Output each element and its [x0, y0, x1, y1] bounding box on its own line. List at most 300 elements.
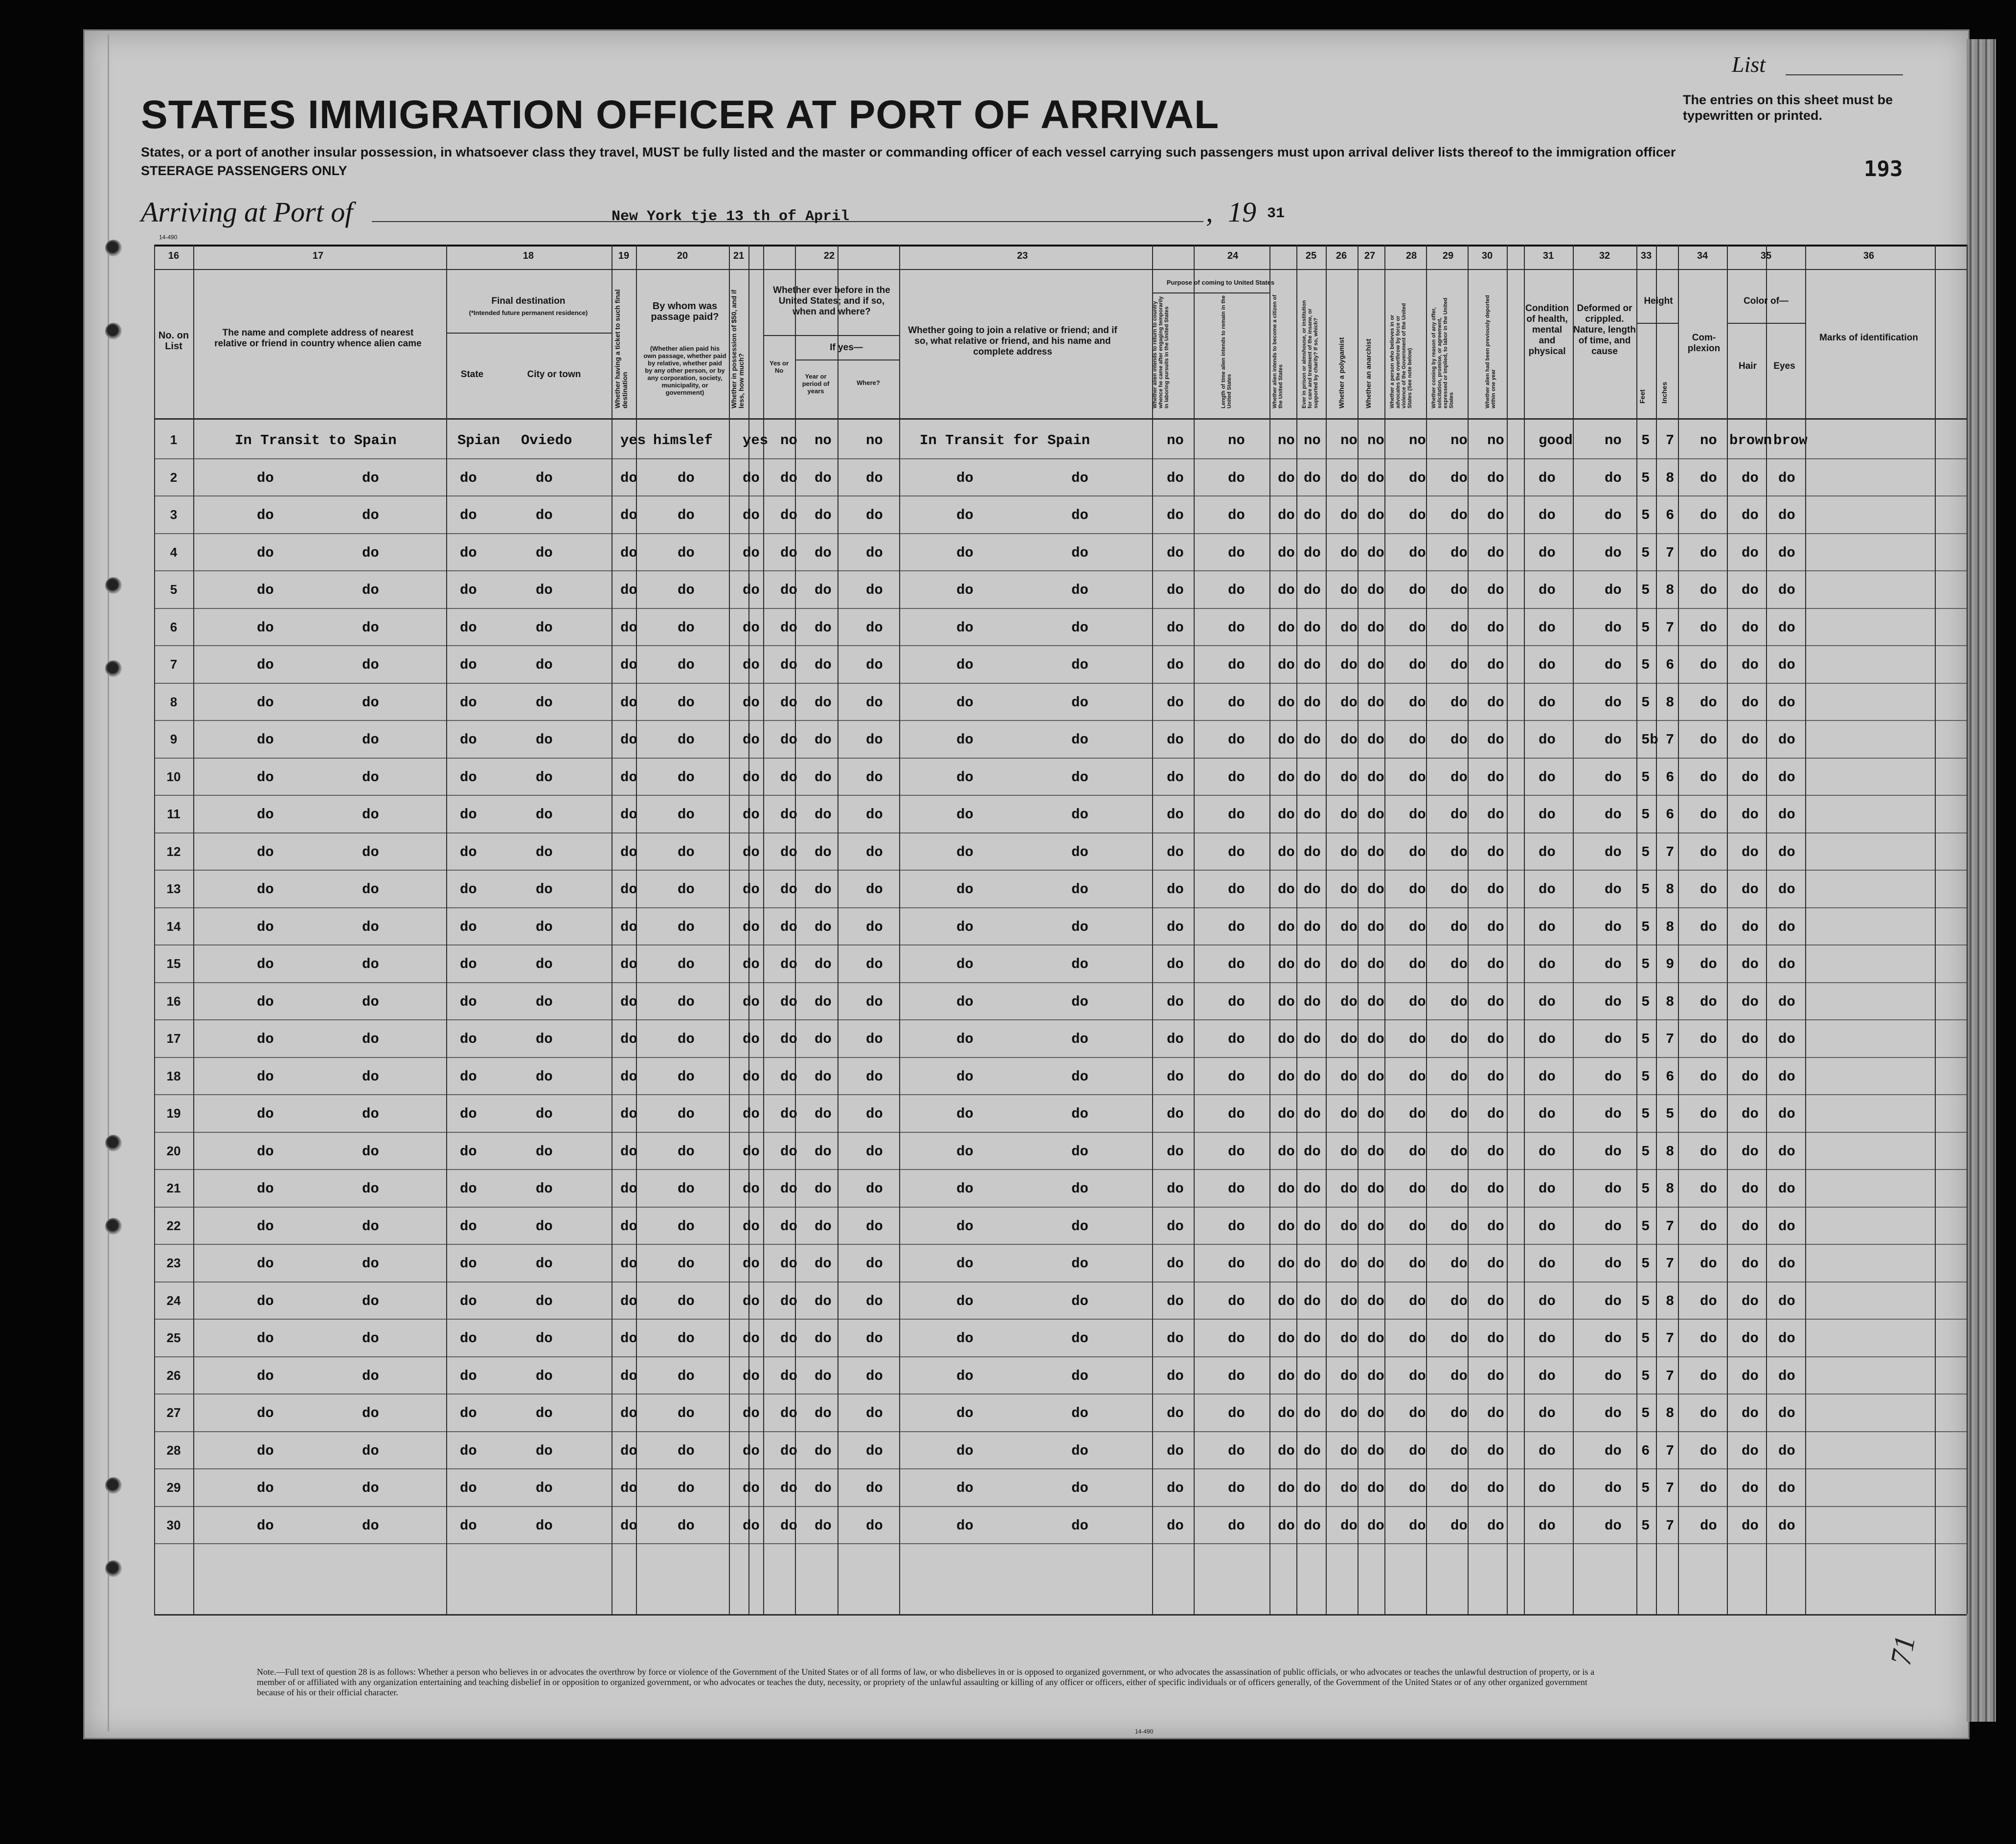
- ditto-cell: do: [1228, 582, 1245, 598]
- ditto-cell: do: [1167, 1031, 1184, 1047]
- column-number: 31: [1542, 250, 1554, 261]
- ditto-cell: do: [362, 1031, 379, 1047]
- ditto-cell: do: [1367, 620, 1384, 636]
- row-number: 19: [166, 1106, 181, 1121]
- ditto-cell: do: [1742, 1144, 1759, 1160]
- column-rule: [1636, 245, 1637, 1614]
- column-number: 33: [1640, 250, 1652, 261]
- header-citizen-intent: Whether alien intends to become a citizen of the United States: [1272, 294, 1284, 408]
- ditto-cell: do: [1605, 732, 1622, 748]
- ditto-cell: do: [1539, 582, 1556, 598]
- ditto-cell: do: [1450, 1480, 1468, 1496]
- ditto-cell: do: [1409, 844, 1426, 860]
- sub-rule-height: [1636, 323, 1678, 324]
- ditto-cell: do: [1340, 1368, 1358, 1384]
- ditto-cell: do: [1450, 1330, 1468, 1347]
- ditto-cell: do: [536, 545, 553, 561]
- ditto-cell: do: [1409, 994, 1426, 1010]
- ditto-cell: do: [1539, 1330, 1556, 1347]
- ditto-cell: do: [743, 1405, 760, 1421]
- row-rule: [154, 870, 1967, 871]
- ditto-cell: do: [1539, 1368, 1556, 1384]
- ditto-cell: do: [1700, 732, 1717, 748]
- ditto-cell: do: [1071, 1293, 1088, 1309]
- ditto-cell: do: [1167, 1518, 1184, 1534]
- ditto-cell: do: [1367, 1368, 1384, 1384]
- column-rule: [1507, 245, 1508, 1614]
- ditto-cell: do: [1278, 1443, 1295, 1459]
- row-rule: [154, 458, 1967, 459]
- ditto-cell: do: [1367, 1181, 1384, 1197]
- height-feet-cell: 5: [1641, 545, 1650, 561]
- ditto-cell: do: [1605, 582, 1622, 598]
- column-number: 29: [1442, 250, 1454, 261]
- ditto-cell: do: [1742, 1480, 1759, 1496]
- column-number: 21: [733, 250, 745, 261]
- row-number: 21: [166, 1181, 181, 1195]
- ditto-cell: do: [815, 1480, 832, 1496]
- row-number: 26: [166, 1368, 181, 1383]
- ditto-cell: do: [815, 769, 832, 786]
- where-cell: no: [866, 432, 883, 449]
- row-number: 16: [166, 994, 181, 1009]
- list-label: List: [1732, 52, 1766, 77]
- ditto-cell: do: [1450, 732, 1468, 748]
- ditto-cell: do: [1167, 1106, 1184, 1122]
- ditto-cell: do: [1409, 732, 1426, 748]
- ditto-cell: do: [1409, 582, 1426, 598]
- ditto-cell: do: [1487, 1218, 1504, 1235]
- ditto-cell: do: [1228, 1293, 1245, 1309]
- ditto-cell: do: [1700, 1256, 1717, 1272]
- ditto-cell: do: [1304, 994, 1321, 1010]
- ditto-cell: do: [1304, 1480, 1321, 1496]
- ditto-cell: do: [1450, 657, 1468, 673]
- ditto-cell: do: [1367, 1518, 1384, 1534]
- ditto-cell: do: [743, 994, 760, 1010]
- ditto-cell: do: [1228, 1144, 1245, 1160]
- row-rule: [154, 1319, 1967, 1320]
- column-rule: [446, 245, 447, 1614]
- row-rule: [154, 645, 1967, 646]
- column-number: 20: [677, 250, 688, 261]
- ditto-cell: do: [780, 1106, 797, 1122]
- ditto-cell: do: [1167, 732, 1184, 748]
- row-number: 24: [166, 1293, 181, 1308]
- ditto-cell: do: [1167, 470, 1184, 486]
- ditto-cell: do: [1304, 657, 1321, 673]
- ditto-cell: do: [460, 657, 477, 673]
- ditto-cell: do: [956, 1480, 974, 1496]
- ditto-cell: do: [362, 1069, 379, 1085]
- ditto-cell: do: [1071, 1031, 1088, 1047]
- ditto-cell: do: [620, 1368, 637, 1384]
- sheet-number: 193: [1864, 157, 1903, 181]
- ditto-cell: do: [1700, 507, 1717, 523]
- ditto-cell: do: [956, 1368, 974, 1384]
- ditto-cell: do: [1450, 1106, 1468, 1122]
- row-number: 3: [170, 507, 178, 522]
- ditto-cell: do: [1539, 545, 1556, 561]
- ditto-cell: do: [866, 657, 883, 673]
- height-inches-cell: 7: [1666, 1330, 1675, 1347]
- ditto-cell: do: [678, 582, 695, 598]
- ditto-cell: do: [815, 1069, 832, 1085]
- column-rule: [1573, 245, 1574, 1614]
- header-polygamist: Whether a polygamist: [1337, 337, 1345, 408]
- ditto-cell: do: [1278, 994, 1295, 1010]
- ditto-cell: do: [362, 1293, 379, 1309]
- ditto-cell: do: [460, 1518, 477, 1534]
- header-prison: Ever in prison or almshouse, or institution for care and treatment of the insane, or supported by charity? If so, which?: [1301, 300, 1319, 408]
- ditto-cell: do: [815, 1368, 832, 1384]
- ditto-cell: do: [1450, 695, 1468, 711]
- ditto-cell: do: [815, 732, 832, 748]
- ditto-cell: do: [1487, 1106, 1504, 1122]
- ditto-cell: do: [1605, 1144, 1622, 1160]
- ditto-cell: do: [1700, 1144, 1717, 1160]
- ditto-cell: do: [536, 1256, 553, 1272]
- ditto-cell: do: [1778, 1106, 1795, 1122]
- height-inches-cell: 7: [1666, 1518, 1675, 1534]
- ditto-cell: do: [866, 1256, 883, 1272]
- ditto-cell: do: [1167, 695, 1184, 711]
- ditto-cell: do: [815, 956, 832, 972]
- ditto-cell: do: [1228, 1443, 1245, 1459]
- ditto-cell: do: [1778, 1330, 1795, 1347]
- ditto-cell: do: [1167, 1181, 1184, 1197]
- height-feet-cell: 5: [1641, 1069, 1650, 1085]
- ditto-cell: do: [257, 732, 274, 748]
- ditto-cell: do: [1409, 545, 1426, 561]
- ditto-cell: do: [780, 1518, 797, 1534]
- join-relative-cell: In Transit for Spain: [920, 432, 1090, 449]
- ditto-cell: do: [362, 657, 379, 673]
- ditto-cell: do: [1228, 1330, 1245, 1347]
- ditto-cell: do: [257, 1405, 274, 1421]
- c26-cell: no: [1340, 432, 1358, 449]
- row-rule: [154, 1094, 1967, 1095]
- ditto-cell: do: [1367, 1480, 1384, 1496]
- ditto-cell: do: [1304, 732, 1321, 748]
- ditto-cell: do: [1778, 507, 1795, 523]
- ditto-cell: do: [536, 1031, 553, 1047]
- height-feet-cell: 5: [1641, 507, 1650, 523]
- row-number: 4: [170, 545, 178, 560]
- ditto-cell: do: [743, 844, 760, 860]
- ditto-cell: do: [362, 732, 379, 748]
- ditto-cell: do: [536, 994, 553, 1010]
- ditto-cell: do: [743, 657, 760, 673]
- ditto-cell: do: [1167, 919, 1184, 935]
- ditto-cell: do: [1304, 1256, 1321, 1272]
- row-number: 25: [166, 1330, 181, 1345]
- ditto-cell: do: [815, 695, 832, 711]
- column-number: 18: [522, 250, 534, 261]
- ditto-cell: do: [1340, 844, 1358, 860]
- ditto-cell: do: [1167, 1293, 1184, 1309]
- ditto-cell: do: [1778, 994, 1795, 1010]
- ditto-cell: do: [1409, 1443, 1426, 1459]
- ditto-cell: do: [460, 582, 477, 598]
- ditto-cell: do: [257, 807, 274, 823]
- ditto-cell: do: [620, 1256, 637, 1272]
- ditto-cell: do: [1409, 956, 1426, 972]
- ditto-cell: do: [1605, 1181, 1622, 1197]
- ditto-cell: do: [743, 881, 760, 898]
- ditto-cell: do: [1228, 881, 1245, 898]
- ditto-cell: do: [780, 1256, 797, 1272]
- ditto-cell: do: [1700, 545, 1717, 561]
- ditto-cell: do: [1167, 1368, 1184, 1384]
- ditto-cell: do: [1778, 1480, 1795, 1496]
- ditto-cell: do: [257, 657, 274, 673]
- row-rule: [154, 683, 1967, 684]
- ditto-cell: do: [1367, 1144, 1384, 1160]
- ditto-cell: do: [460, 545, 477, 561]
- ditto-cell: do: [1409, 1518, 1426, 1534]
- column-rule: [763, 245, 764, 1614]
- ditto-cell: do: [460, 1256, 477, 1272]
- ditto-cell: do: [1228, 470, 1245, 486]
- ditto-cell: do: [866, 582, 883, 598]
- ditto-cell: do: [866, 1480, 883, 1496]
- ditto-cell: do: [866, 1144, 883, 1160]
- ditto-cell: do: [1700, 1443, 1717, 1459]
- ditto-cell: do: [1700, 994, 1717, 1010]
- hair-color-cell: brown: [1729, 432, 1772, 449]
- column-rule: [1296, 245, 1297, 1614]
- column-number: 30: [1481, 250, 1493, 261]
- column-rule: [1358, 245, 1359, 1614]
- ditto-cell: do: [536, 956, 553, 972]
- column-number: 25: [1305, 250, 1317, 261]
- header-passage-paid-note: (Whether alien paid his own passage, whether paid by relative, whether paid by any other person, or by any corporation, society, municipality, or government): [643, 345, 726, 396]
- ditto-cell: do: [1304, 1218, 1321, 1235]
- ditto-cell: do: [1228, 507, 1245, 523]
- ditto-cell: do: [1278, 1181, 1295, 1197]
- ditto-cell: do: [460, 1480, 477, 1496]
- ditto-cell: do: [1340, 956, 1358, 972]
- relative-abroad-cell: In Transit to Spain: [235, 432, 397, 449]
- column-rule: [1678, 245, 1679, 1614]
- ditto-cell: do: [1367, 657, 1384, 673]
- row-number: 12: [166, 844, 181, 859]
- ditto-cell: do: [1304, 1144, 1321, 1160]
- ditto-cell: do: [1367, 1069, 1384, 1085]
- ditto-cell: do: [536, 1144, 553, 1160]
- ditto-cell: do: [1539, 994, 1556, 1010]
- row-rule: [154, 1019, 1967, 1020]
- ditto-cell: do: [536, 582, 553, 598]
- c25-cell: no: [1304, 432, 1321, 449]
- header-hair: Hair: [1739, 361, 1757, 371]
- ditto-cell: do: [866, 994, 883, 1010]
- period-years-cell: no: [815, 432, 832, 449]
- ditto-cell: do: [1071, 769, 1088, 786]
- ditto-cell: do: [1487, 1330, 1504, 1347]
- ditto-cell: do: [1340, 620, 1358, 636]
- ditto-cell: do: [1071, 657, 1088, 673]
- ditto-cell: do: [1278, 470, 1295, 486]
- ditto-cell: do: [1228, 1405, 1245, 1421]
- ditto-cell: do: [1228, 1218, 1245, 1235]
- ditto-cell: do: [743, 507, 760, 523]
- ditto-cell: do: [1071, 956, 1088, 972]
- column-rule: [1766, 245, 1767, 1614]
- ditto-cell: do: [257, 470, 274, 486]
- column-number: 32: [1599, 250, 1610, 261]
- ditto-cell: do: [1167, 1069, 1184, 1085]
- ditto-cell: do: [1409, 1218, 1426, 1235]
- ditto-cell: do: [780, 1293, 797, 1309]
- row-rule: [154, 1468, 1967, 1469]
- ditto-cell: do: [1340, 732, 1358, 748]
- height-inches-cell: 6: [1666, 769, 1675, 786]
- ditto-cell: do: [536, 1518, 553, 1534]
- ditto-cell: do: [956, 1330, 974, 1347]
- ditto-cell: do: [1304, 545, 1321, 561]
- table-bottom-rule: [154, 1614, 1967, 1616]
- ditto-cell: do: [460, 1405, 477, 1421]
- ditto-cell: do: [1367, 1293, 1384, 1309]
- ditto-cell: do: [257, 956, 274, 972]
- ditto-cell: do: [815, 881, 832, 898]
- ditto-cell: do: [1450, 1518, 1468, 1534]
- header-deported: Whether alien had been previously deported within one year: [1485, 295, 1496, 408]
- ditto-cell: do: [257, 1330, 274, 1347]
- ditto-cell: do: [620, 657, 637, 673]
- ditto-cell: do: [1304, 1368, 1321, 1384]
- column-number: 28: [1405, 250, 1417, 261]
- ditto-cell: do: [1167, 807, 1184, 823]
- height-feet-cell: 5: [1641, 1144, 1650, 1160]
- ditto-cell: do: [362, 545, 379, 561]
- column-rule: [1805, 245, 1806, 1614]
- height-feet-cell: 5: [1641, 582, 1650, 598]
- ditto-cell: do: [1742, 657, 1759, 673]
- ditto-cell: do: [1304, 695, 1321, 711]
- binder-hole: [105, 323, 122, 339]
- ditto-cell: do: [743, 620, 760, 636]
- ditto-cell: do: [362, 1106, 379, 1122]
- ditto-cell: do: [1228, 620, 1245, 636]
- ditto-cell: do: [1304, 769, 1321, 786]
- ditto-cell: do: [1487, 582, 1504, 598]
- height-inches-cell: 7: [1666, 1368, 1675, 1384]
- ditto-cell: do: [1367, 1218, 1384, 1235]
- ditto-cell: do: [1071, 1181, 1088, 1197]
- ditto-cell: do: [1228, 1256, 1245, 1272]
- ditto-cell: do: [678, 732, 695, 748]
- ditto-cell: do: [1539, 1031, 1556, 1047]
- ditto-cell: do: [780, 1368, 797, 1384]
- ditto-cell: do: [1409, 1480, 1426, 1496]
- ditto-cell: do: [620, 769, 637, 786]
- ditto-cell: do: [743, 545, 760, 561]
- header-yes-no: Yes or No: [769, 360, 789, 374]
- ditto-cell: do: [1742, 620, 1759, 636]
- ditto-cell: do: [362, 1256, 379, 1272]
- ditto-cell: do: [362, 582, 379, 598]
- ditto-cell: do: [1450, 919, 1468, 935]
- ditto-cell: do: [780, 1144, 797, 1160]
- header-contract-labor: Whether coming by reason of any offer, solicitation, promise, or agreement, expressed or implied, to labor in the United States: [1431, 297, 1454, 408]
- ditto-cell: do: [1409, 1368, 1426, 1384]
- ditto-cell: do: [620, 1330, 637, 1347]
- ditto-cell: do: [1700, 1518, 1717, 1534]
- height-feet-cell: 5: [1641, 1480, 1650, 1496]
- ditto-cell: do: [620, 732, 637, 748]
- height-inches-cell: 6: [1666, 807, 1675, 823]
- ditto-cell: do: [1409, 807, 1426, 823]
- ditto-cell: do: [536, 1330, 553, 1347]
- ditto-cell: do: [780, 545, 797, 561]
- ditto-cell: do: [866, 844, 883, 860]
- height-inches-cell: 7: [1666, 1218, 1675, 1235]
- ditto-cell: do: [1304, 1069, 1321, 1085]
- entries-note: The entries on this sheet must be typewritten or printed.: [1683, 92, 1893, 123]
- ditto-cell: do: [1487, 470, 1504, 486]
- binder-hole: [105, 240, 122, 256]
- header-color-of: Color of—: [1744, 296, 1789, 306]
- ditto-cell: do: [866, 1031, 883, 1047]
- ditto-cell: do: [1700, 1218, 1717, 1235]
- binding-line: [108, 34, 109, 1732]
- ditto-cell: do: [678, 1069, 695, 1085]
- ditto-cell: do: [1605, 769, 1622, 786]
- ditto-cell: do: [1778, 732, 1795, 748]
- sub-rule-destination: [446, 333, 612, 334]
- ditto-cell: do: [257, 1256, 274, 1272]
- ditto-cell: do: [362, 470, 379, 486]
- ditto-cell: do: [956, 507, 974, 523]
- ditto-cell: do: [1450, 1256, 1468, 1272]
- ditto-cell: do: [678, 1031, 695, 1047]
- row-number: 6: [170, 620, 178, 634]
- ditto-cell: do: [1487, 657, 1504, 673]
- ditto-cell: do: [257, 1518, 274, 1534]
- row-rule: [154, 832, 1967, 833]
- ditto-cell: do: [866, 1106, 883, 1122]
- ditto-cell: do: [1778, 1069, 1795, 1085]
- ditto-cell: do: [1742, 1181, 1759, 1197]
- ditto-cell: do: [678, 1330, 695, 1347]
- ditto-cell: do: [1700, 1181, 1717, 1197]
- column-rule: [154, 245, 155, 1614]
- ditto-cell: do: [1539, 769, 1556, 786]
- ditto-cell: do: [1228, 1031, 1245, 1047]
- ditto-cell: do: [362, 1144, 379, 1160]
- ditto-cell: do: [1340, 1218, 1358, 1235]
- ditto-cell: do: [1278, 881, 1295, 898]
- ditto-cell: do: [1778, 1144, 1795, 1160]
- ditto-cell: do: [1539, 1218, 1556, 1235]
- ditto-cell: do: [1304, 1181, 1321, 1197]
- row-rule: [154, 907, 1967, 908]
- ditto-cell: do: [743, 1368, 760, 1384]
- ditto-cell: do: [257, 1480, 274, 1496]
- ditto-cell: do: [1700, 956, 1717, 972]
- row-number: 2: [170, 470, 178, 485]
- ditto-cell: do: [1367, 1031, 1384, 1047]
- ditto-cell: do: [1167, 582, 1184, 598]
- port-value: New York tje 13 th of April: [612, 208, 850, 225]
- ditto-cell: do: [1340, 1069, 1358, 1085]
- ditto-cell: do: [1778, 1181, 1795, 1197]
- ditto-cell: do: [460, 1293, 477, 1309]
- ditto-cell: do: [257, 1443, 274, 1459]
